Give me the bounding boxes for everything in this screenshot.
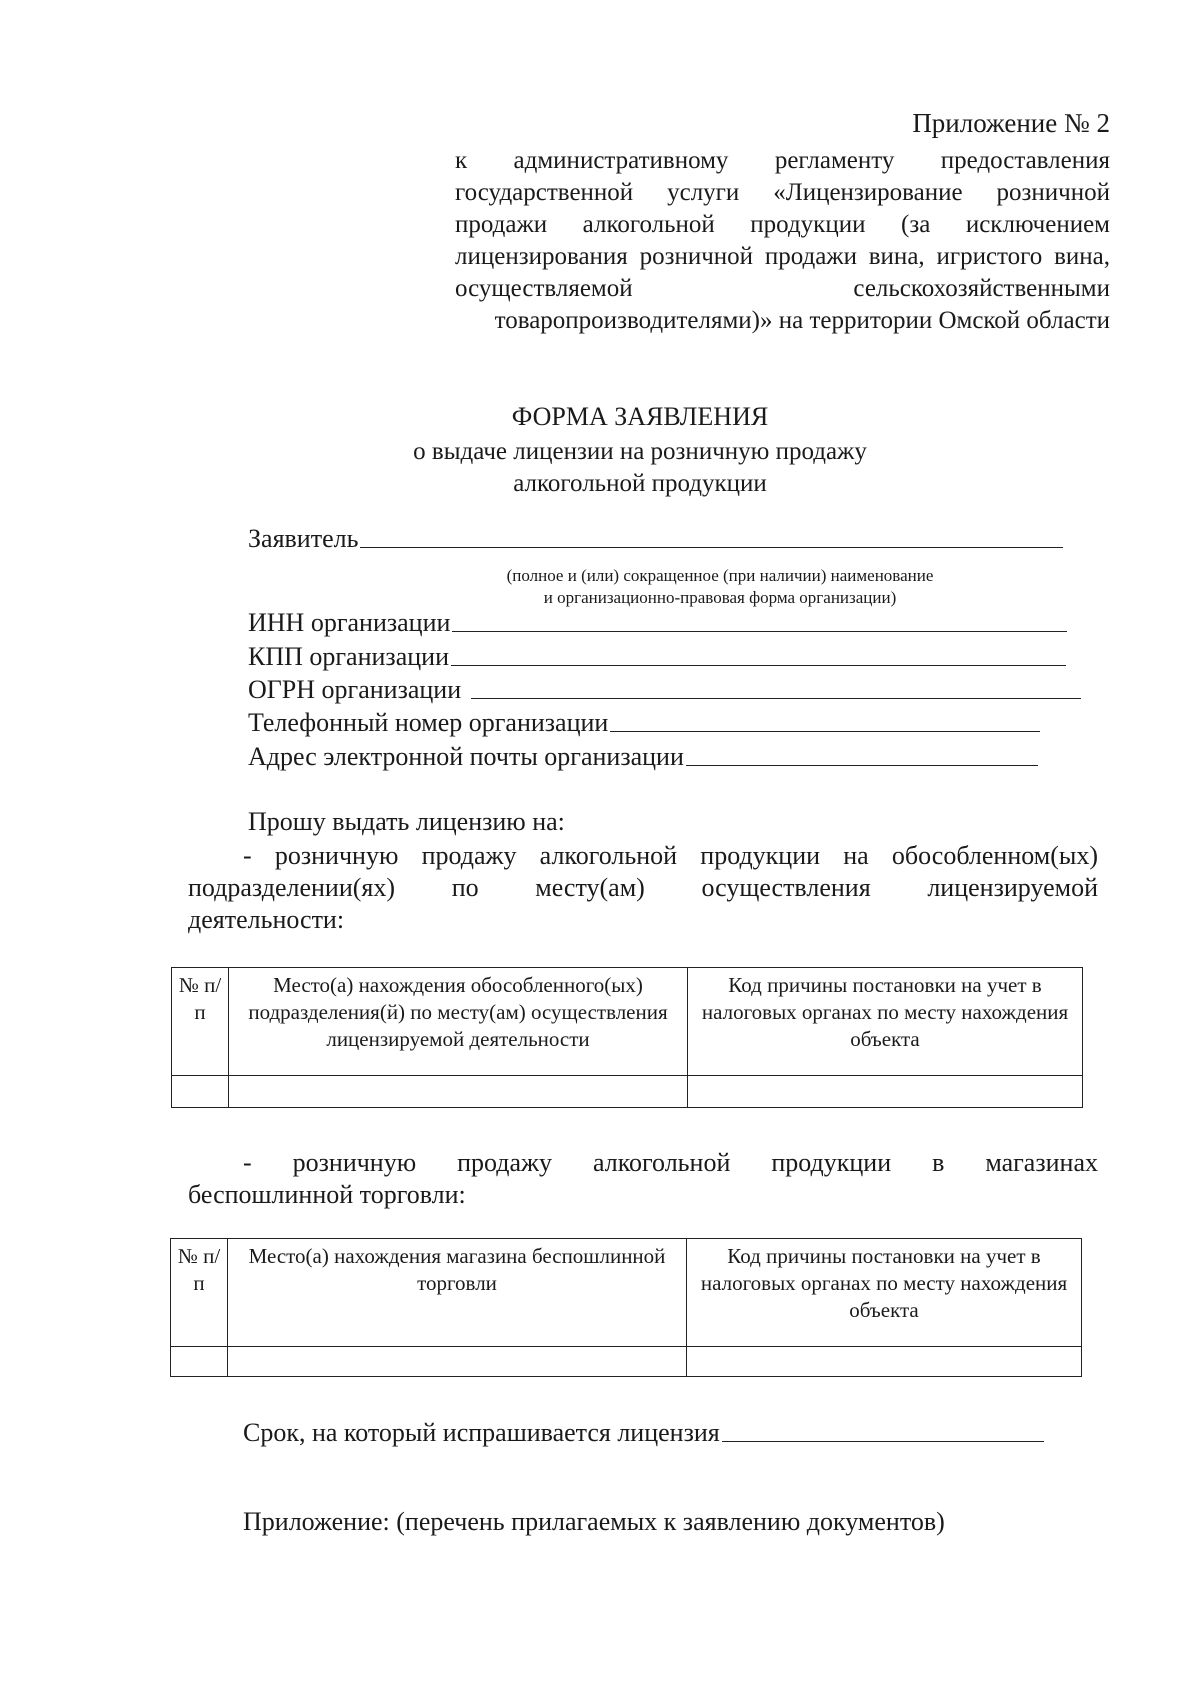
appendix-title: Приложение № 2: [912, 108, 1110, 138]
table2-header-kpp: Код причины постановки на учет в налоговых органах по месту нахождения объекта: [687, 1239, 1082, 1347]
ogrn-label: ОГРН организации: [248, 675, 462, 704]
form-title: ФОРМА ЗАЯВЛЕНИЯ: [511, 402, 769, 431]
phone-blank-line[interactable]: [610, 731, 1040, 732]
table2-cell-place[interactable]: [228, 1347, 687, 1377]
email-field: [248, 740, 1038, 772]
ogrn-field: [248, 673, 1081, 705]
form-subtitle-line-2: алкогольной продукции: [513, 470, 767, 497]
table1-header-place: Место(а) нахождения обособленного(ых) подразделения(й) по месту(ам) осуществления лицензируемой деятельности: [229, 968, 688, 1076]
table2-header-num: № п/п: [171, 1239, 228, 1347]
term-label: Срок, на который испрашивается лицензия: [243, 1418, 720, 1447]
kpp-label: КПП организации: [248, 642, 449, 671]
term-blank-line[interactable]: [722, 1441, 1044, 1442]
table2-header-place: Место(а) нахождения магазина беспошлинной торговли: [228, 1239, 687, 1347]
applicant-hint-line-1: (полное и (или) сокращенное (при наличии) наименование: [506, 566, 934, 585]
table-duty-free-shops: [170, 1238, 1082, 1377]
request-item-1-line-1: - розничную продажу алкогольной продукции на обособленном(ых): [243, 841, 1098, 870]
request-intro: Прошу выдать лицензию на:: [248, 807, 565, 836]
phone-field: [248, 706, 1040, 738]
table-row: [172, 1076, 1083, 1108]
table-separate-divisions: [171, 967, 1083, 1108]
table1-cell-place[interactable]: [229, 1076, 688, 1108]
table-header-row: [172, 968, 1083, 1076]
email-blank-line[interactable]: [686, 765, 1038, 766]
kpp-field: [248, 640, 1066, 672]
applicant-field: [248, 522, 1063, 554]
phone-label: Телефонный номер организации: [248, 708, 609, 737]
request-item-2: [188, 1147, 1098, 1211]
appendix-regulation-text: к административному регламенту предоставления государственной услуги «Лицензирование розничной продажи алкогольной продукции (за исключением лицензирования розничной продажи вина, игристого вина, осуществляемой сельскохозяйственными товаропроизводителями)» на территории Омской области: [455, 147, 1110, 334]
table2-cell-num[interactable]: [171, 1347, 228, 1377]
email-label: Адрес электронной почты организации: [248, 742, 684, 771]
applicant-label: Заявитель: [248, 524, 359, 553]
form-subtitle-line-1: о выдаче лицензии на розничную продажу: [413, 438, 867, 465]
table1-cell-num[interactable]: [172, 1076, 229, 1108]
request-item-1: [188, 840, 1098, 936]
table1-header-kpp: Код причины постановки на учет в налоговых органах по месту нахождения объекта: [688, 968, 1083, 1076]
inn-field: [248, 606, 1067, 638]
request-item-1-line-2: подразделении(ях) по месту(ам) осуществления лицензируемой: [188, 873, 1098, 902]
table1-header-num: № п/п: [172, 968, 229, 1076]
attachment-label: Приложение: (перечень прилагаемых к заявлению документов): [243, 1507, 945, 1536]
table1-cell-kpp[interactable]: [688, 1076, 1083, 1108]
ogrn-blank-line[interactable]: [471, 698, 1081, 699]
form-subtitle: [0, 436, 1200, 500]
inn-label: ИНН организации: [248, 608, 451, 637]
applicant-hint: [445, 565, 995, 609]
applicant-hint-line-2: и организационно-правовая форма организации): [543, 588, 897, 607]
table2-cell-kpp[interactable]: [687, 1347, 1082, 1377]
request-item-2-line-1: - розничную продажу алкогольной продукции в магазинах: [243, 1148, 1098, 1177]
table-row: [171, 1347, 1082, 1377]
kpp-blank-line[interactable]: [451, 665, 1066, 666]
applicant-blank-line[interactable]: [360, 547, 1063, 548]
term-field: [243, 1416, 1044, 1448]
request-item-2-line-2: беспошлинной торговли:: [188, 1180, 466, 1209]
request-item-1-line-3: деятельности:: [188, 905, 345, 934]
inn-blank-line[interactable]: [452, 631, 1067, 632]
table-header-row: [171, 1239, 1082, 1347]
